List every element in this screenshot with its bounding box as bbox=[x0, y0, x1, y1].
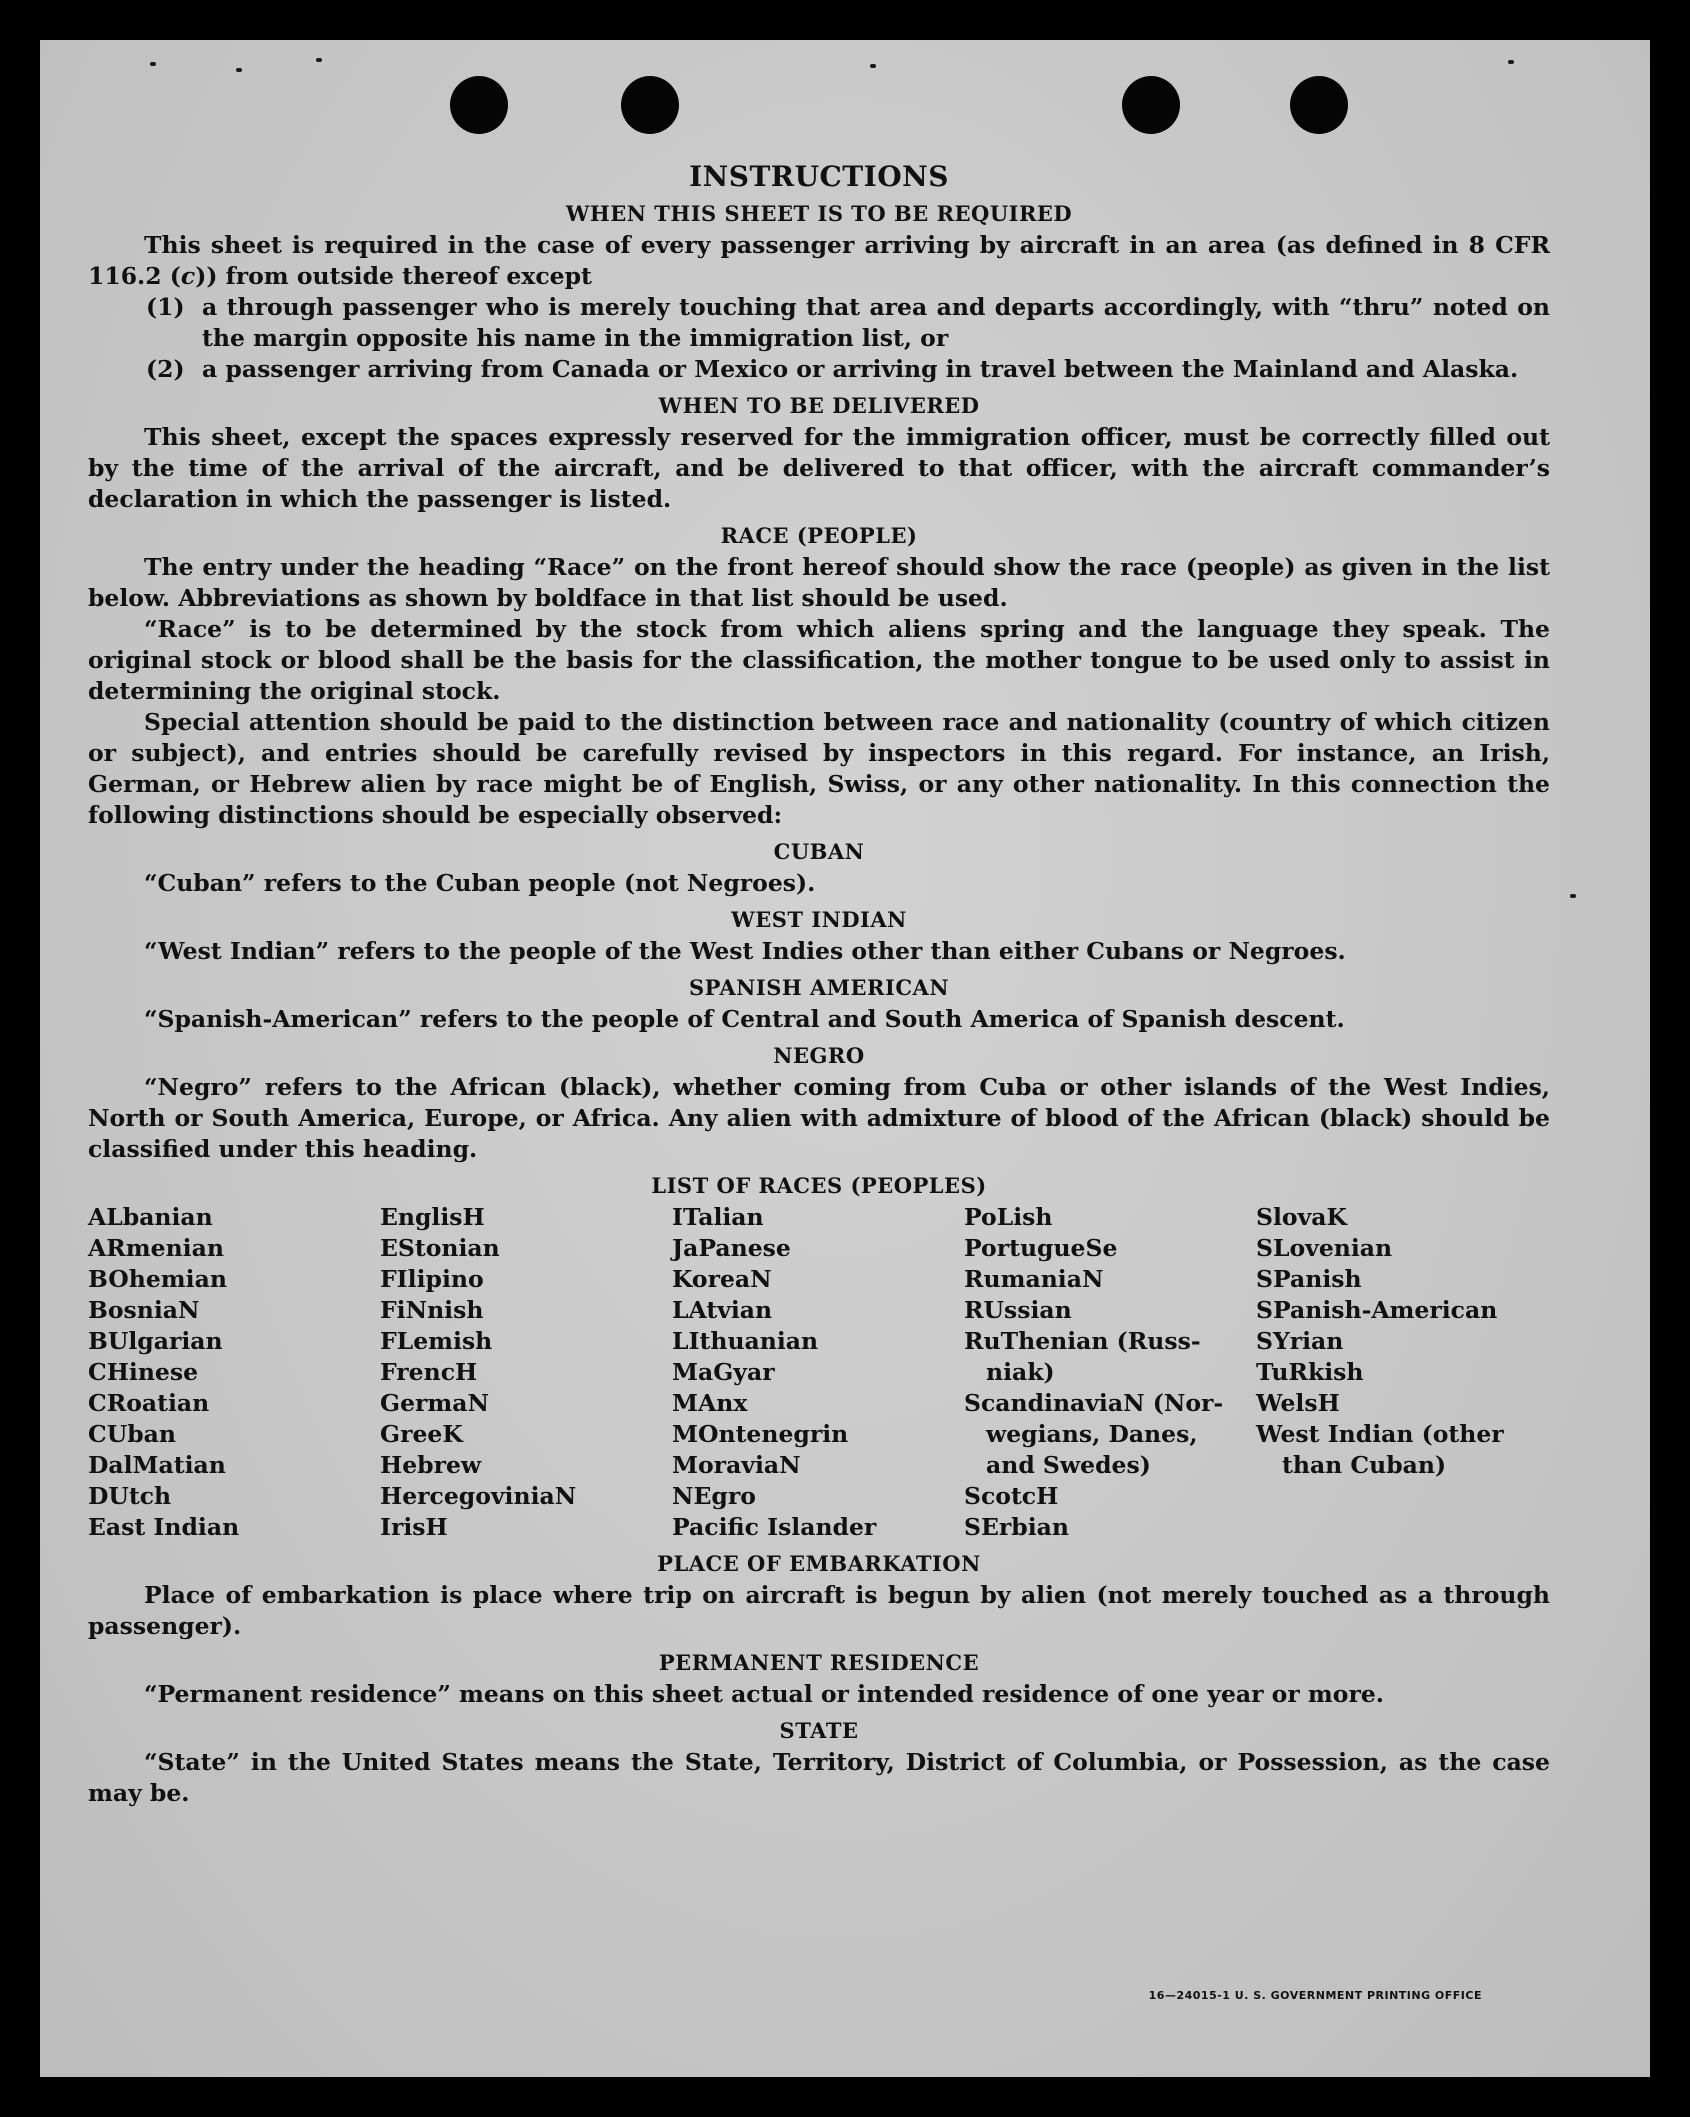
punch-hole bbox=[621, 76, 679, 134]
race-item: ITalian bbox=[672, 1203, 764, 1231]
race-item: KoreaN bbox=[672, 1265, 772, 1293]
race-item: EnglisH bbox=[380, 1203, 485, 1231]
race-item: PoLish bbox=[964, 1203, 1053, 1231]
race-item: FIlipino bbox=[380, 1265, 484, 1293]
race-column bbox=[672, 1202, 964, 1543]
race-item: niak) bbox=[986, 1358, 1055, 1386]
race-column bbox=[380, 1202, 672, 1543]
speck bbox=[1508, 60, 1514, 64]
race-item: DalMatian bbox=[88, 1451, 226, 1479]
section-heading: STATE bbox=[779, 1718, 859, 1743]
section-heading: WHEN TO BE DELIVERED bbox=[658, 393, 980, 418]
race-item: RUssian bbox=[964, 1296, 1072, 1324]
race-item: TuRkish bbox=[1256, 1358, 1364, 1386]
section-heading: RACE (PEOPLE) bbox=[720, 523, 918, 548]
race-item: West Indian (other bbox=[1256, 1420, 1504, 1448]
race-item: FrencH bbox=[380, 1358, 478, 1386]
section-heading: CUBAN bbox=[773, 839, 865, 864]
race-item: EStonian bbox=[380, 1234, 500, 1262]
race-item: HercegoviniaN bbox=[380, 1482, 577, 1510]
race-item: MAnx bbox=[672, 1389, 748, 1417]
race-item: MaGyar bbox=[672, 1358, 775, 1386]
race-item: LIthuanian bbox=[672, 1327, 819, 1355]
race-item: SPanish bbox=[1256, 1265, 1362, 1293]
race-item: BUlgarian bbox=[88, 1327, 223, 1355]
punch-hole bbox=[1122, 76, 1180, 134]
race-item: PortugueSe bbox=[964, 1234, 1118, 1262]
race-item: East Indian bbox=[88, 1513, 240, 1541]
section-heading: NEGRO bbox=[773, 1043, 865, 1068]
section-heading: WHEN THIS SHEET IS TO BE REQUIRED bbox=[565, 201, 1073, 226]
list-item: (1) a through passenger who is merely touching that area and departs accordingly, with “thru” noted on the margin opposite his name in the immigration list, or bbox=[146, 293, 1550, 352]
paragraph: “Race” is to be determined by the stock from which aliens spring and the language they speak. The original stock or blood shall be the basis for the classification, the mother tongue to be used only to assist in determining the original stock. bbox=[88, 615, 1550, 705]
paragraph: “State” in the United States means the State, Territory, District of Columbia, or Possession, as the case may be. bbox=[88, 1748, 1550, 1807]
paragraph: “Cuban” refers to the Cuban people (not Negroes). bbox=[144, 869, 816, 897]
race-item: WelsH bbox=[1256, 1389, 1340, 1417]
race-item: GreeK bbox=[380, 1420, 463, 1448]
race-item: CRoatian bbox=[88, 1389, 210, 1417]
paragraph: “Negro” refers to the African (black), whether coming from Cuba or other islands of the West Indies, North or South America, Europe, or Africa. Any alien with admixture of blood of the African (black) should be classified under this heading. bbox=[88, 1073, 1550, 1163]
race-column bbox=[964, 1202, 1256, 1543]
race-item: SLovenian bbox=[1256, 1234, 1393, 1262]
list-item: (2) a passenger arriving from Canada or Mexico or arriving in travel between the Mainland and Alaska. bbox=[146, 355, 1519, 383]
paragraph: Place of embarkation is place where trip on aircraft is begun by alien (not merely touched as a through passenger). bbox=[88, 1581, 1550, 1640]
race-item: SlovaK bbox=[1256, 1203, 1347, 1231]
speck bbox=[316, 58, 322, 62]
section-heading: PERMANENT RESIDENCE bbox=[658, 1650, 980, 1675]
race-item: Hebrew bbox=[380, 1451, 482, 1479]
paragraph: “Permanent residence” means on this sheet actual or intended residence of one year or more. bbox=[144, 1680, 1384, 1708]
page-title: INSTRUCTIONS bbox=[689, 160, 949, 193]
race-item: ALbanian bbox=[88, 1203, 213, 1231]
race-item: MoraviaN bbox=[672, 1451, 801, 1479]
section-heading: SPANISH AMERICAN bbox=[688, 975, 950, 1000]
race-item: RumaniaN bbox=[964, 1265, 1104, 1293]
paragraph: “Spanish-American” refers to the people of Central and South America of Spanish descent. bbox=[144, 1005, 1345, 1033]
race-item: IrisH bbox=[380, 1513, 448, 1541]
paragraph: This sheet, except the spaces expressly reserved for the immigration officer, must be correctly filled out by the time of the arrival of the aircraft, and be delivered to that officer, with the aircraft commander’s declaration in which the passenger is listed. bbox=[88, 423, 1550, 513]
race-item: GermaN bbox=[380, 1389, 489, 1417]
section-heading: PLACE OF EMBARKATION bbox=[657, 1551, 981, 1576]
speck bbox=[150, 62, 156, 66]
punch-hole bbox=[450, 76, 508, 134]
section-heading: LIST OF RACES (PEOPLES) bbox=[651, 1173, 987, 1198]
race-item: DUtch bbox=[88, 1482, 172, 1510]
paragraph: This sheet is required in the case of every passenger arriving by aircraft in an area (as defined in 8 CFR 116.2 (c)) from outside thereof except bbox=[88, 231, 1550, 290]
paragraph: Special attention should be paid to the distinction between race and nationality (country of which citizen or subject), and entries should be carefully revised by inspectors in this regard. For instance, an Irish, German, or Hebrew alien by race might be of English, Swiss, or any other nationality. In this connection the following distinctions should be especially observed: bbox=[88, 708, 1550, 829]
race-item: Pacific Islander bbox=[672, 1513, 877, 1541]
race-item: SErbian bbox=[964, 1513, 1069, 1541]
race-item: SYrian bbox=[1256, 1327, 1344, 1355]
paragraph: “West Indian” refers to the people of the West Indies other than either Cubans or Negroes. bbox=[144, 937, 1346, 965]
race-item: SPanish-American bbox=[1256, 1296, 1498, 1324]
race-column bbox=[1256, 1202, 1548, 1543]
race-column bbox=[88, 1202, 380, 1543]
race-item: LAtvian bbox=[672, 1296, 773, 1324]
race-item: ARmenian bbox=[88, 1234, 224, 1262]
race-item: and Swedes) bbox=[986, 1451, 1151, 1479]
punch-hole bbox=[1290, 76, 1348, 134]
race-list bbox=[88, 1202, 1550, 1543]
race-item: MOntenegrin bbox=[672, 1420, 849, 1448]
race-item: CHinese bbox=[88, 1358, 199, 1386]
paragraph: The entry under the heading “Race” on the front hereof should show the race (people) as given in the list below. Abbreviations as shown by boldface in that list should be used. bbox=[88, 553, 1550, 612]
printing-office-code: 16—24015-1 U. S. GOVERNMENT PRINTING OFFICE bbox=[1148, 1989, 1482, 2002]
race-item: FLemish bbox=[380, 1327, 493, 1355]
race-item: RuThenian (Russ- bbox=[964, 1327, 1201, 1355]
race-item: ScotcH bbox=[964, 1482, 1059, 1510]
document-sheet bbox=[40, 40, 1650, 2077]
speck bbox=[870, 64, 876, 68]
race-item: BOhemian bbox=[88, 1265, 227, 1293]
race-item: ScandinaviaN (Nor- bbox=[964, 1389, 1224, 1417]
race-item: wegians, Danes, bbox=[986, 1420, 1198, 1448]
speck bbox=[1570, 894, 1576, 898]
race-item: JaPanese bbox=[672, 1234, 791, 1262]
race-item: CUban bbox=[88, 1420, 176, 1448]
instructions-body bbox=[88, 160, 1550, 1809]
section-heading: WEST INDIAN bbox=[731, 907, 907, 932]
race-item: FiNnish bbox=[380, 1296, 484, 1324]
race-item: NEgro bbox=[672, 1482, 756, 1510]
race-item: than Cuban) bbox=[1282, 1451, 1447, 1479]
speck bbox=[236, 68, 242, 72]
race-item: BosniaN bbox=[88, 1296, 200, 1324]
